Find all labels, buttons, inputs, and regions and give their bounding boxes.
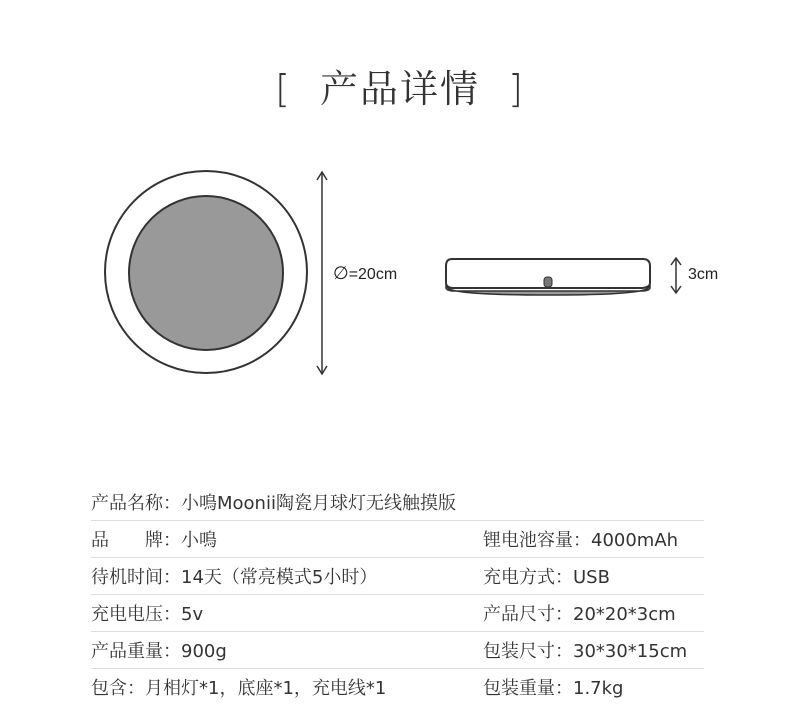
title-text: 产品详情 <box>319 67 480 111</box>
spec-row <box>91 558 704 595</box>
lamp-top-inner-disc <box>129 196 283 350</box>
title-bracket-left: [ <box>275 67 292 111</box>
spec-item-package-size: 包装尺寸：30*30*15cm <box>483 641 688 662</box>
spec-item-battery: 锂电池容量：4000mAh <box>483 530 679 551</box>
spec-row <box>91 521 704 558</box>
spec-table <box>91 484 704 705</box>
side-button <box>544 277 552 287</box>
diameter-arrow <box>317 172 327 374</box>
lamp-side-profile <box>446 259 650 295</box>
spec-item-brand: 品 牌：小鳴 <box>91 530 217 551</box>
diameter-label: ∅=20cm <box>333 263 398 283</box>
height-label: 3cm <box>688 266 719 283</box>
spec-item-standby: 待机时间：14天（常亮模式5小时） <box>91 567 378 588</box>
title-bracket-right: ] <box>508 67 525 111</box>
spec-row <box>91 632 704 669</box>
spec-item-charging: 充电方式：USB <box>483 567 610 588</box>
spec-item-package-weight: 包装重量：1.7kg <box>483 678 624 699</box>
spec-row <box>91 669 704 705</box>
diameter-icon: ∅ <box>333 263 349 283</box>
spec-item-name: 产品名称：小鳴Moonii陶瓷月球灯无线触摸版 <box>91 493 456 514</box>
spec-item-voltage: 充电电压：5v <box>91 604 204 625</box>
spec-item-weight: 产品重量：900g <box>91 641 227 662</box>
spec-item-contents: 包含：月相灯*1，底座*1，充电线*1 <box>91 678 387 699</box>
spec-row <box>91 484 704 521</box>
height-arrow <box>671 258 681 293</box>
spec-item-size: 产品尺寸：20*20*3cm <box>483 604 676 625</box>
spec-row <box>91 595 704 632</box>
